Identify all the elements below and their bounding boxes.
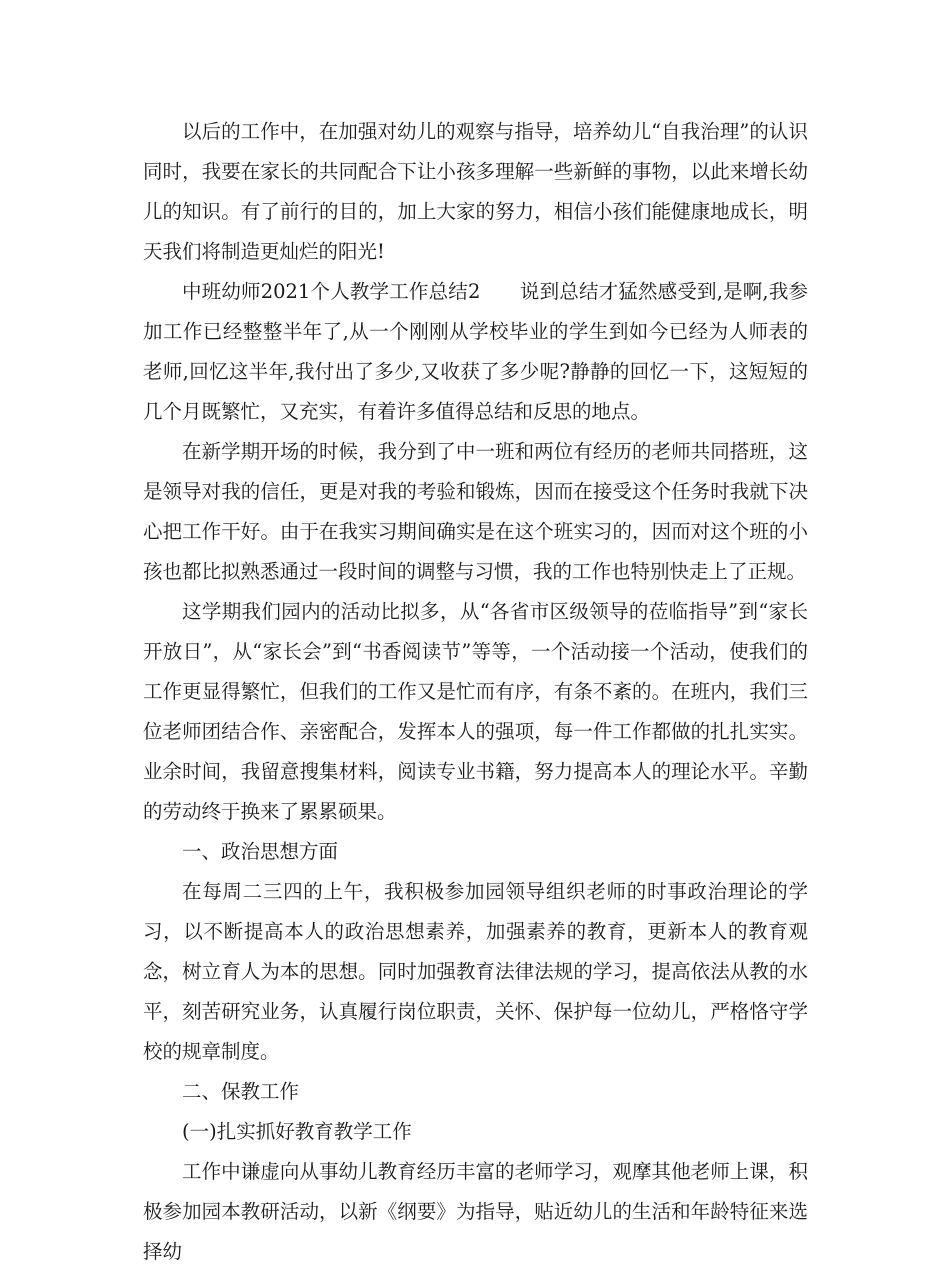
section-heading-political: 一、政治思想方面: [182, 840, 339, 863]
paragraph-closing-summary: 以后的工作中，在加强对幼儿的观察与指导，培养幼儿“自我治理”的认识同时，我要在家长的共同配合下让小孩多理解一些新鲜的事物，以此来增长幼儿的知识。有了前行的目的，加上大家的努力，相信小孩们能健康地成长，明天我们将制造更灿烂的阳光!: [143, 120, 808, 263]
paragraph-activities: 这学期我们园内的活动比拟多，从“各省市区级领导的莅临指导”到“家长开放日”，从“家长会”到“书香阅读节”等等，一个活动接一个活动，使我们的工作更显得繁忙，但我们的工作又是忙而有序，有条不紊的。在班内，我们三位老师团结合作、亲密配合，发挥本人的强项，每一件工作都做的扎扎实实。业余时间，我留意搜集材料，阅读专业书籍，努力提高本人的理论水平。辛勤的劳动终于换来了累累硕果。: [143, 600, 808, 823]
paragraph-political-study: 在每周二三四的上午，我积极参加园领导组织老师的时事政治理论的学习，以不断提高本人的政治思想素养，加强素养的教育，更新本人的教育观念，树立育人为本的思想。同时加强教育法律法规的学习，提高依法从教的水平，刻苦研究业务，认真履行岗位职责，关怀、保护每一位幼儿，严格恪守学校的规章制度。: [143, 880, 808, 1063]
paragraph-summary-2-intro: 中班幼师2021个人教学工作总结2 说到总结才猛然感受到,是啊,我参加工作已经整整半年了,从一个刚刚从学校毕业的学生到如今已经为人师表的老师,回忆这半年,我付出了多少,又收获了多少呢?静静的回忆一下，这短短的几个月既繁忙，又充实，有着许多值得总结和反思的地点。: [143, 280, 808, 423]
paragraph-teaching-work: 工作中谦虚向从事幼儿教育经历丰富的老师学习，观摩其他老师上课，积极参加园本教研活动，以新《纲要》为指导，贴近幼儿的生活和年龄特征来选择幼: [143, 1160, 808, 1263]
subsection-heading-teaching-work: (一)扎实抓好教育教学工作: [182, 1120, 412, 1143]
section-heading-teaching: 二、保教工作: [182, 1080, 300, 1103]
paragraph-new-semester: 在新学期开场的时候，我分到了中一班和两位有经历的老师共同搭班，这是领导对我的信任，更是对我的考验和锻炼，因而在接受这个任务时我就下决心把工作干好。由于在我实习期间确实是在这个班实习的，因而对这个班的小孩也都比拟熟悉通过一段时间的调整与习惯，我的工作也特别快走上了正规。: [143, 440, 808, 583]
document-body: [143, 112, 808, 1272]
